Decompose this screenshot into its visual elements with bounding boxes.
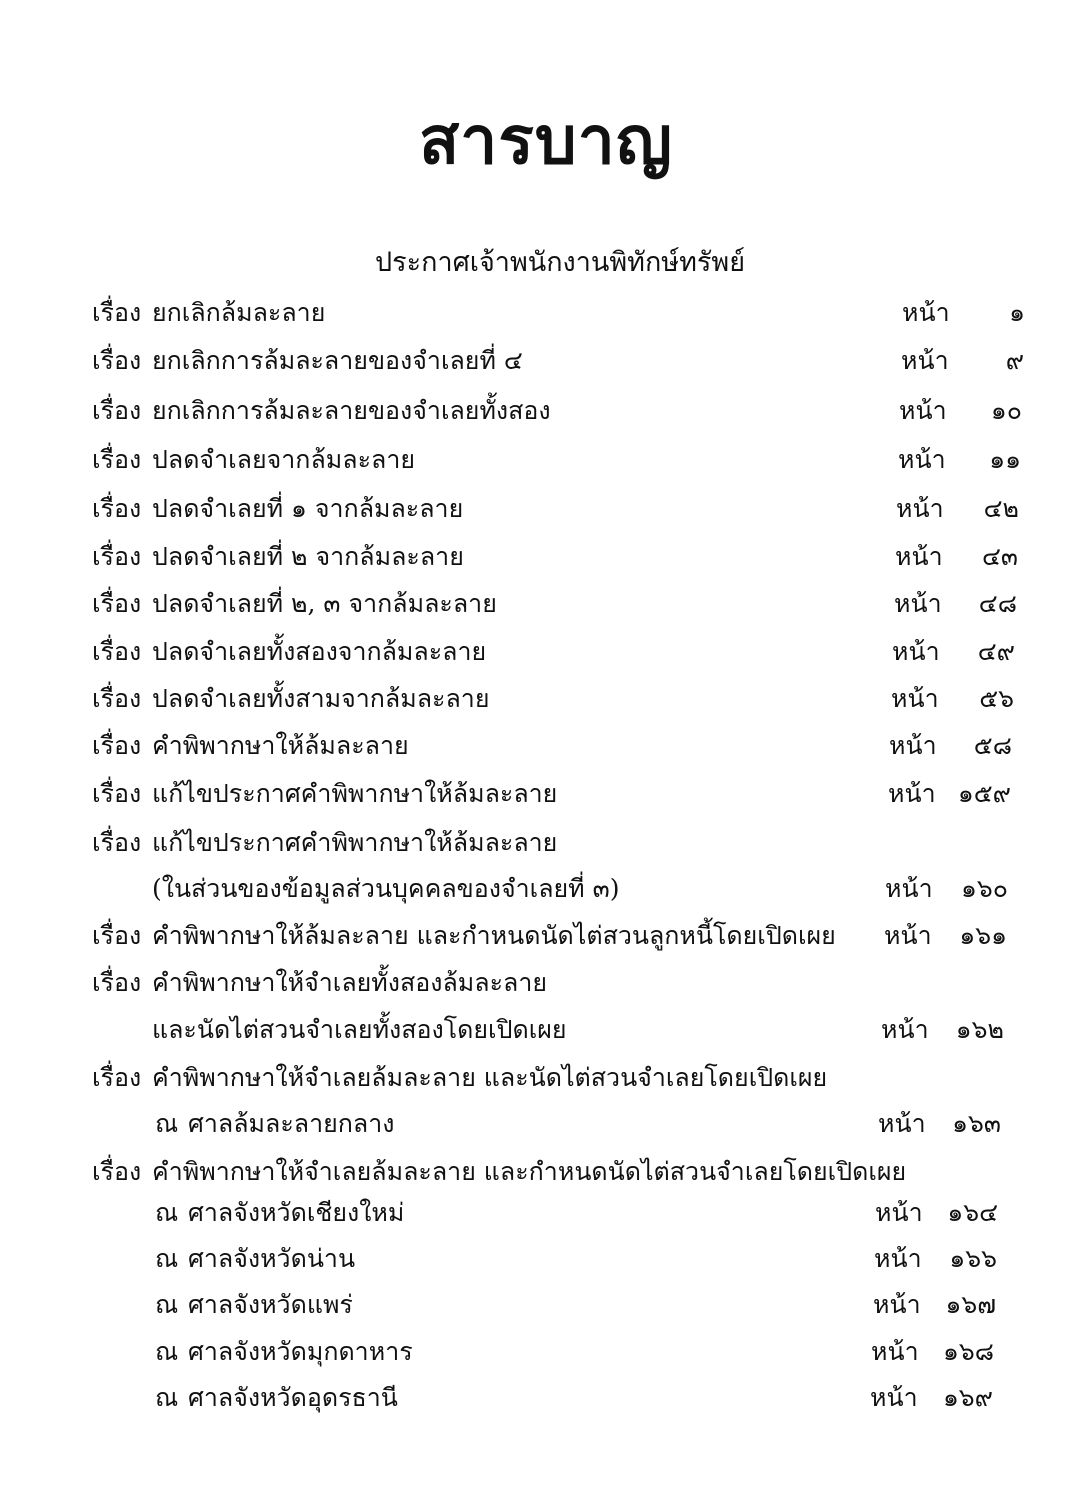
entry-title: แก้ไขประกาศคำพิพากษาให้ล้มละลาย bbox=[152, 779, 558, 808]
toc-entry bbox=[0, 963, 1092, 1003]
page-word: หน้า bbox=[885, 874, 933, 903]
location-prefix: ณ bbox=[155, 1383, 179, 1412]
entry-title: คำพิพากษาให้จำเลยทั้งสองล้มละลาย bbox=[152, 968, 548, 997]
page-word: หน้า bbox=[870, 1383, 918, 1412]
page-number: ๔๓ bbox=[981, 542, 1018, 571]
entry-title: คำพิพากษาให้จำเลยล้มละลาย และกำหนดนัดไต่สวนจำเลยโดยเปิดเผย bbox=[152, 1157, 907, 1186]
entry-label: เรื่อง bbox=[92, 779, 142, 808]
entry-title: ยกเลิกล้มละลาย bbox=[152, 298, 326, 327]
page-number: ๙ bbox=[1005, 346, 1024, 375]
entry-label: เรื่อง bbox=[92, 637, 142, 666]
entry-label: เรื่อง bbox=[92, 396, 142, 425]
entry-title: คำพิพากษาให้ล้มละลาย bbox=[152, 731, 409, 760]
location-prefix: ณ bbox=[155, 1337, 179, 1366]
location-prefix: ณ bbox=[155, 1198, 179, 1227]
toc-entry-continuation bbox=[0, 1104, 1092, 1144]
page-word: หน้า bbox=[894, 589, 942, 618]
entry-label: เรื่อง bbox=[92, 346, 142, 375]
toc-entry bbox=[0, 293, 1092, 333]
page-word: หน้า bbox=[891, 684, 939, 713]
toc-court-entry bbox=[0, 1193, 1092, 1233]
page-number: ๑๖๑ bbox=[959, 921, 1007, 950]
entry-title: คำพิพากษาให้ล้มละลาย และกำหนดนัดไต่สวนลูกหนี้โดยเปิดเผย bbox=[152, 921, 836, 950]
page-word: หน้า bbox=[881, 1015, 929, 1044]
page-word: หน้า bbox=[871, 1337, 919, 1366]
page-number: ๑๖๐ bbox=[961, 874, 1008, 903]
page-word: หน้า bbox=[875, 1198, 923, 1227]
page-word: หน้า bbox=[884, 921, 932, 950]
entry-label: เรื่อง bbox=[92, 445, 142, 474]
page-word: หน้า bbox=[873, 1290, 921, 1319]
entry-title: ปลดจำเลยที่ ๑ จากล้มละลาย bbox=[152, 494, 464, 523]
entry-label: เรื่อง bbox=[92, 494, 142, 523]
entry-title: คำพิพากษาให้จำเลยล้มละลาย และนัดไต่สวนจำเลยโดยเปิดเผย bbox=[152, 1063, 828, 1092]
entry-title: ยกเลิกการล้มละลายของจำเลยที่ ๔ bbox=[152, 346, 523, 375]
page-number: ๑๑ bbox=[989, 445, 1021, 474]
page-word: หน้า bbox=[896, 494, 944, 523]
toc-entry bbox=[0, 916, 1092, 956]
page-number: ๑๕๙ bbox=[957, 779, 1011, 808]
toc-court-entry bbox=[0, 1285, 1092, 1325]
entry-title: ปลดจำเลยทั้งสามจากล้มละลาย bbox=[152, 684, 490, 713]
entry-label: เรื่อง bbox=[92, 828, 142, 857]
page-number: ๑๖๒ bbox=[955, 1015, 1004, 1044]
court-name: ศาลล้มละลายกลาง bbox=[188, 1109, 395, 1138]
entry-continuation: (ในส่วนของข้อมูลส่วนบุคคลของจำเลยที่ ๓) bbox=[152, 874, 620, 903]
toc-entry bbox=[0, 679, 1092, 719]
page-word: หน้า bbox=[895, 542, 943, 571]
section-heading: ประกาศเจ้าพนักงานพิทักษ์ทรัพย์ bbox=[374, 247, 746, 278]
toc-entry bbox=[0, 584, 1092, 624]
entry-label: เรื่อง bbox=[92, 589, 142, 618]
page-number: ๑๖๔ bbox=[947, 1198, 998, 1227]
toc-entry bbox=[0, 341, 1092, 381]
page-number: ๑๖๖ bbox=[949, 1244, 997, 1273]
entry-continuation: และนัดไต่สวนจำเลยทั้งสองโดยเปิดเผย bbox=[152, 1015, 567, 1044]
entry-label: เรื่อง bbox=[92, 542, 142, 571]
page-number: ๑๖๘ bbox=[942, 1337, 994, 1366]
entry-title: ปลดจำเลยจากล้มละลาย bbox=[152, 445, 416, 474]
entry-label: เรื่อง bbox=[92, 1063, 142, 1092]
court-name: ศาลจังหวัดน่าน bbox=[188, 1244, 356, 1273]
page-number: ๑๐ bbox=[990, 396, 1022, 425]
page-number: ๔๒ bbox=[983, 494, 1019, 523]
location-prefix: ณ bbox=[155, 1244, 179, 1273]
page-number: ๑๖๙ bbox=[942, 1383, 993, 1412]
court-name: ศาลจังหวัดมุกดาหาร bbox=[188, 1337, 413, 1366]
entry-label: เรื่อง bbox=[92, 1157, 142, 1186]
page-number: ๑๖๓ bbox=[952, 1109, 1001, 1138]
entry-label: เรื่อง bbox=[92, 968, 142, 997]
page-word: หน้า bbox=[899, 396, 947, 425]
entry-label: เรื่อง bbox=[92, 731, 142, 760]
page-title: สารบาญ bbox=[419, 102, 673, 179]
toc-court-entry bbox=[0, 1239, 1092, 1279]
entry-title: ปลดจำเลยที่ ๒, ๓ จากล้มละลาย bbox=[152, 589, 497, 618]
toc-court-entry bbox=[0, 1332, 1092, 1372]
page-word: หน้า bbox=[898, 445, 946, 474]
entry-title: ปลดจำเลยที่ ๒ จากล้มละลาย bbox=[152, 542, 464, 571]
page-number: ๕๖ bbox=[979, 684, 1014, 713]
page-number: ๑ bbox=[1009, 298, 1025, 327]
location-prefix: ณ bbox=[155, 1290, 179, 1319]
page-number: ๑๖๗ bbox=[945, 1290, 996, 1319]
entry-label: เรื่อง bbox=[92, 298, 142, 327]
page-word: หน้า bbox=[888, 779, 936, 808]
page-word: หน้า bbox=[874, 1244, 922, 1273]
toc-entry bbox=[0, 1152, 1092, 1192]
page-number: ๕๘ bbox=[973, 731, 1012, 760]
toc-entry bbox=[0, 632, 1092, 672]
entry-title: แก้ไขประกาศคำพิพากษาให้ล้มละลาย bbox=[152, 828, 558, 857]
toc-entry bbox=[0, 726, 1092, 766]
toc-entry bbox=[0, 391, 1092, 431]
entry-title: ปลดจำเลยทั้งสองจากล้มละลาย bbox=[152, 637, 487, 666]
toc-entry bbox=[0, 1058, 1092, 1098]
toc-entry bbox=[0, 537, 1092, 577]
page-number: ๔๙ bbox=[977, 637, 1015, 666]
court-name: ศาลจังหวัดอุดรธานี bbox=[188, 1383, 398, 1412]
toc-entry bbox=[0, 489, 1092, 529]
page-word: หน้า bbox=[892, 637, 940, 666]
location-prefix: ณ bbox=[155, 1109, 179, 1138]
toc-entry-continuation bbox=[0, 869, 1092, 909]
toc-court-entry bbox=[0, 1378, 1092, 1418]
toc-entry bbox=[0, 440, 1092, 480]
page-word: หน้า bbox=[901, 346, 949, 375]
page-number: ๔๘ bbox=[978, 589, 1017, 618]
page-word: หน้า bbox=[878, 1109, 926, 1138]
toc-entry bbox=[0, 823, 1092, 863]
entry-title: ยกเลิกการล้มละลายของจำเลยทั้งสอง bbox=[152, 396, 551, 425]
toc-entry-continuation bbox=[0, 1010, 1092, 1050]
page-word: หน้า bbox=[889, 731, 937, 760]
court-name: ศาลจังหวัดเชียงใหม่ bbox=[188, 1198, 405, 1227]
entry-label: เรื่อง bbox=[92, 684, 142, 713]
entry-label: เรื่อง bbox=[92, 921, 142, 950]
toc-entry bbox=[0, 774, 1092, 814]
court-name: ศาลจังหวัดแพร่ bbox=[188, 1290, 353, 1319]
page-word: หน้า bbox=[902, 298, 950, 327]
